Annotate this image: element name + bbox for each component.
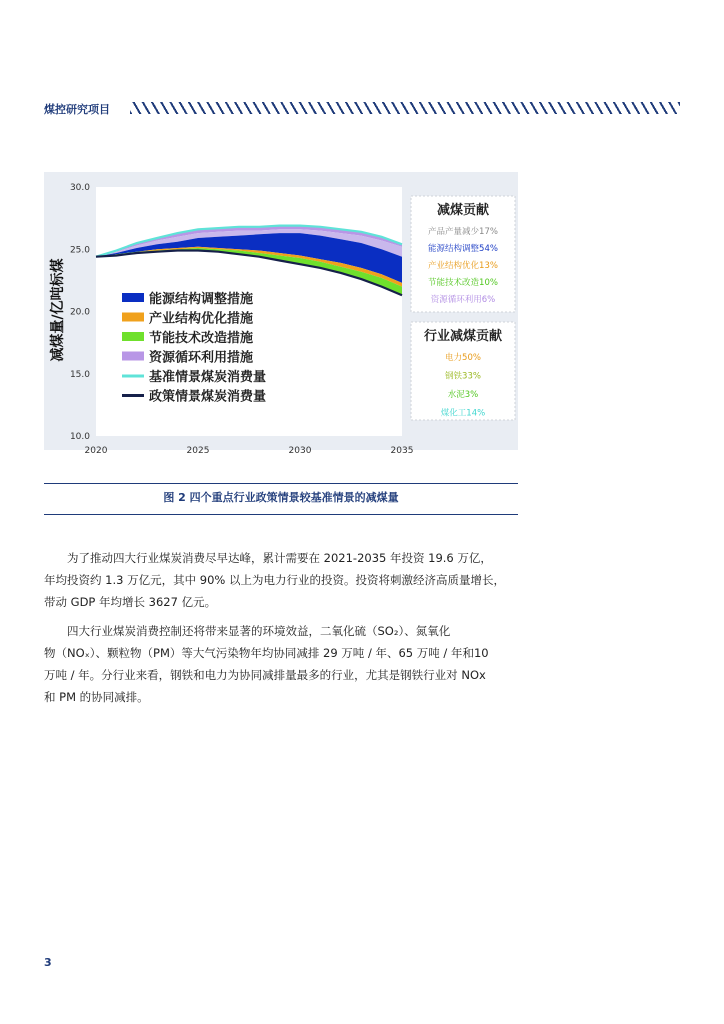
paragraph-line: 四大行业煤炭消费控制还将带来显著的环境效益，二氧化硫（SO₂）、氮氧化 [44, 624, 451, 638]
panel-item: 产业结构优化13% [428, 261, 498, 271]
x-tick-label: 2020 [84, 446, 108, 456]
header-stripe-decoration [130, 102, 680, 114]
legend-label: 产业结构优化措施 [149, 311, 254, 327]
x-tick-label: 2025 [186, 446, 210, 456]
paragraph-line: 物（NOₓ）、颗粒物（PM）等大气污染物年均协同减排 29 万吨 / 年、65 万吨 / 年和10 [44, 646, 489, 660]
panel-item: 能源结构调整54% [428, 244, 498, 254]
y-tick-label: 20.0 [69, 307, 90, 318]
paragraph-line: 为了推动四大行业煤炭消费尽早达峰，累计需要在 2021-2035 年投资 19.6 万亿， [44, 551, 492, 565]
x-tick-label: 2030 [288, 446, 312, 456]
y-tick-label: 30.0 [69, 183, 90, 193]
paragraph-line: 和 PM 的协同减排。 [44, 690, 149, 704]
panel-item: 产品产量减少17% [428, 227, 498, 237]
legend-swatch [122, 293, 144, 302]
x-tick-label: 2035 [390, 446, 414, 456]
panel-item: 水泥3% [447, 390, 479, 400]
caption-top-rule [44, 483, 518, 484]
legend-label: 资源循环利用措施 [149, 350, 254, 366]
y-tick-label: 25.0 [69, 245, 90, 256]
legend-line-swatch [122, 375, 144, 378]
paragraph-1 [44, 547, 522, 613]
panel-item: 资源循环利用6% [430, 295, 496, 305]
paragraph-line: 年均投资约 1.3 万亿元，其中 90% 以上为电力行业的投资。投资将刺激经济高质量增长， [44, 573, 505, 587]
paragraph-2 [44, 620, 522, 708]
y-tick-label: 10.0 [69, 432, 90, 442]
legend-label: 政策情景煤炭消费量 [149, 389, 267, 405]
panel-title: 减煤贡献 [436, 203, 490, 218]
panel-item: 钢铁33% [445, 371, 481, 382]
reduction-chart [44, 172, 518, 456]
header-title: 煤控研究项目 [44, 103, 110, 116]
legend-swatch [122, 332, 144, 341]
chart-container [44, 172, 518, 456]
y-tick-label: 15.0 [69, 369, 90, 380]
y-axis-label: 减煤量/亿吨标煤 [50, 258, 66, 362]
legend-label: 能源结构调整措施 [149, 292, 254, 307]
panel-item: 电力50% [445, 353, 481, 363]
legend-swatch [122, 313, 144, 322]
panel-item: 煤化工14% [440, 408, 486, 419]
paragraph-line: 带动 GDP 年均增长 3627 亿元。 [44, 595, 217, 609]
panel-item: 节能技术改造10% [428, 278, 498, 288]
legend-swatch [122, 352, 144, 361]
panel-title: 行业减煤贡献 [423, 329, 503, 344]
legend-label: 基准情景煤炭消费量 [149, 370, 267, 385]
page-number: 3 [44, 956, 52, 969]
figure-caption: 图 2 四个重点行业政策情景较基准情景的减煤量 [163, 491, 399, 504]
legend-line-swatch [122, 394, 144, 397]
paragraph-line: 万吨 / 年。分行业来看，钢铁和电力为协同减排量最多的行业，尤其是钢铁行业对 NOx [44, 668, 486, 682]
legend-label: 节能技术改造措施 [149, 331, 254, 346]
caption-bottom-rule [44, 514, 518, 515]
